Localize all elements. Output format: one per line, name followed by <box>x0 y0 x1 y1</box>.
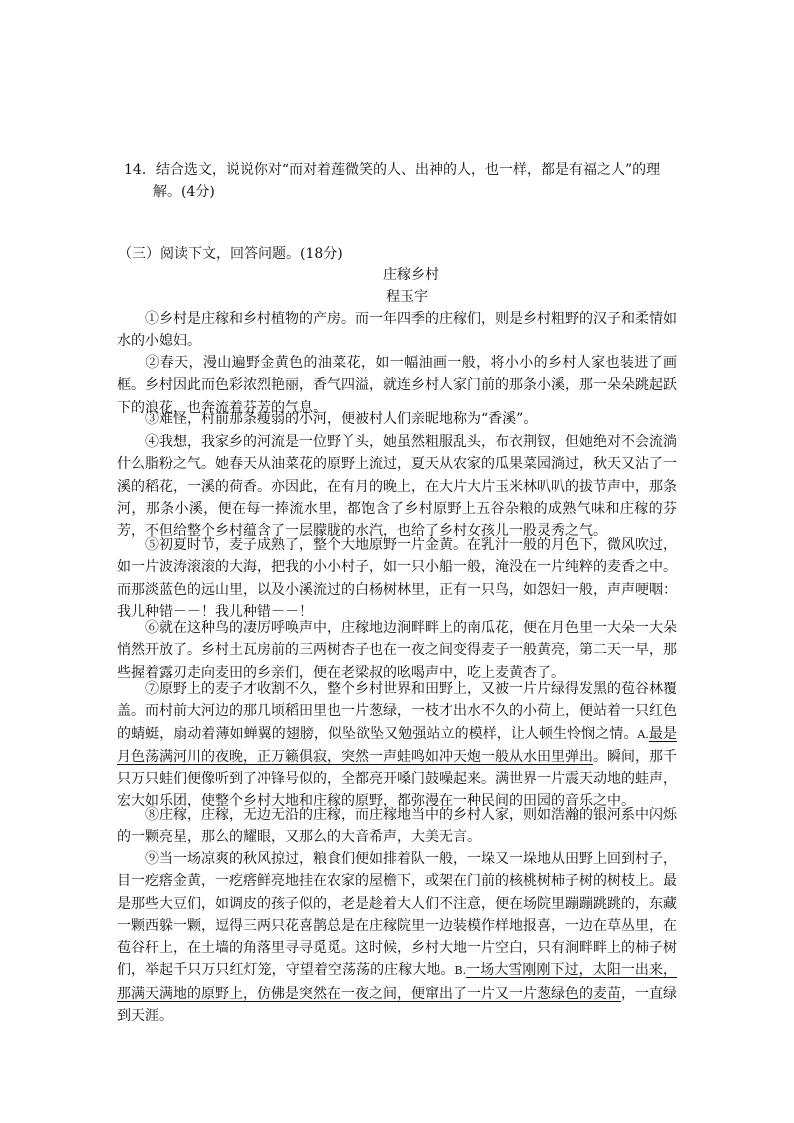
question-14-line-1: 14．结合选文，说说你对“而对着莲微笑的人、出神的人，也一样，都是有福之人”的理 <box>124 162 661 178</box>
marker-a: A. <box>637 727 649 741</box>
paragraph-2: ②春天，漫山遍野金黄色的油菜花，如一幅油画一般，将小小的乡村人家也装进了画框。乡村因此而色彩浓烈艳丽，香气四溢，就连乡村人家门前的那条小溪，那一朵朵跳起跃下的浪花，也奔流着芬芳的气息。 <box>117 355 677 416</box>
underlined-sentence-a: 最是月色荡满河川的夜晚，正万籁俱寂，突然一声蛙鸣如冲天炮一般从水田里弹出 <box>117 725 678 765</box>
marker-b: B. <box>454 964 467 978</box>
paragraph-1: ①乡村是庄稼和乡村植物的产房。而一年四季的庄稼们，则是乡村粗野的汉子和柔情如水的小媳妇。 <box>117 311 677 350</box>
paragraph-5: ⑤初夏时节，麦子成熟了，整个大地原野一片金黄。在乳汁一般的月色下，微风吹过，如一片波涛滚滚的大海，把我的小小村子，如一只小船一般，淹没在一片纯粹的麦香之中。而那淡蓝色的远山里，以及小溪流过的白杨树林里，正有一只鸟，如怨妇一般，声声哽咽：我儿种错－－！我儿种错－－！ <box>117 537 677 620</box>
paragraph-4: ④我想，我家乡的河流是一位野丫头，她虽然粗服乱头，布衣荆钗，但她绝对不会流淌什么脂粉之气。她春天从油菜花的原野上流过，夏天从农家的瓜果菜园淌过，秋天又沾了一溪的稻花，一溪的荷香。亦因此，在有月的晚上，在大片大片玉米林叭叭的拔节声中，那条河，那条小溪，便在每一捧流水里，都饱含了乡村原野上五谷杂粮的成熟气味和庄稼的芬芳，不但给整个乡村蕴含了一层朦胧的水汽，也给了乡村女孩儿一股灵秀之气。 <box>117 434 677 540</box>
paragraph-6: ⑥就在这种鸟的凄厉呼唤声中，庄稼地边涧畔畔上的南瓜花，便在月色里一大朵一大朵悄然开放了。乡村土瓦房前的三两树杏子也在一夜之间变得麦子一般黄亮，第二天一早，那些握着露刃走向麦田的乡亲们，便在老梁叔的吆喝声中，吃上麦黄杏了。 <box>117 620 677 681</box>
section-heading: （三）阅读下文，回答问题。(18分) <box>118 246 343 262</box>
paragraph-7: ⑦原野上的麦子才收割不久，整个乡村世界和田野上，又被一片片绿得发黑的苞谷林覆盖。而村前大河边的那几顷稻田里也一片葱绿，一枝才出水不久的小荷上，便站着一只红色的蜻蜓，扇动着薄如蝉翼的翅膀，似坠欲坠又勉强站立的模样，让人顿生怜悯之情。A.最是月色荡满河川的夜晚，正万籁俱寂，突然一声蛙鸣如冲天炮一般从水田里弹出。瞬间，那千只万只蛙们便像听到了冲锋号似的，全都亮开嗓门鼓噪起来。满世界一片震天动地的蛙声，宏大如乐团，使整个乡村大地和庄稼的原野，都弥漫在一种民间的田园的音乐之中。 <box>117 681 678 810</box>
paragraph-9: ⑨当一场凉爽的秋风掠过，粮食们便如排着队一般，一垛又一垛地从田野上回到村子，目一疙瘩金黄，一疙瘩鲜亮地挂在农家的屋檐下，或架在门前的核桃树柿子树的树枝上。最是那些大豆们，如调皮的孩子似的，老是趁着大人们不注意，便在场院里蹦蹦跳跳的，东藏一颗西躲一颗，逗得三两只花喜鹊总是在庄稼院里一边装模作样地报喜，一边在草丛里，在苞谷秆上，在土墙的角落里寻寻觅觅。这时候，乡村大地一片空白，只有涧畔畔上的柿子树们，举起千只万只红灯笼，守望着空荡荡的庄稼大地。B.一场大雪刚刚下过，太阳一出来，那满天满地的原野上，仿佛是突然在一夜之间，便窜出了一片又一片葱绿色的麦苗，一直绿到天涯。 <box>117 851 678 1025</box>
article-title: 庄稼乡村 <box>383 267 439 283</box>
paragraph-3: ③难怪，村前那条瘦弱的小河，便被村人们亲昵地称为“香溪”。 <box>145 411 538 427</box>
article-author: 程玉宇 <box>386 289 428 305</box>
question-14-line-2: 解。(4分) <box>153 184 215 200</box>
underlined-sentence-b: 一场大雪刚刚下过，太阳一出来，那满天满地的原野上，仿佛是突然在一夜之间，便窜出了一片又一片葱绿色的麦苗 <box>117 962 678 1002</box>
paragraph-8: ⑧庄稼，庄稼，无边无沿的庄稼，而庄稼地当中的乡村人家，则如浩瀚的银河系中闪烁的一颗亮星，那么的耀眼，又那么的大音希声，大美无言。 <box>117 807 677 846</box>
